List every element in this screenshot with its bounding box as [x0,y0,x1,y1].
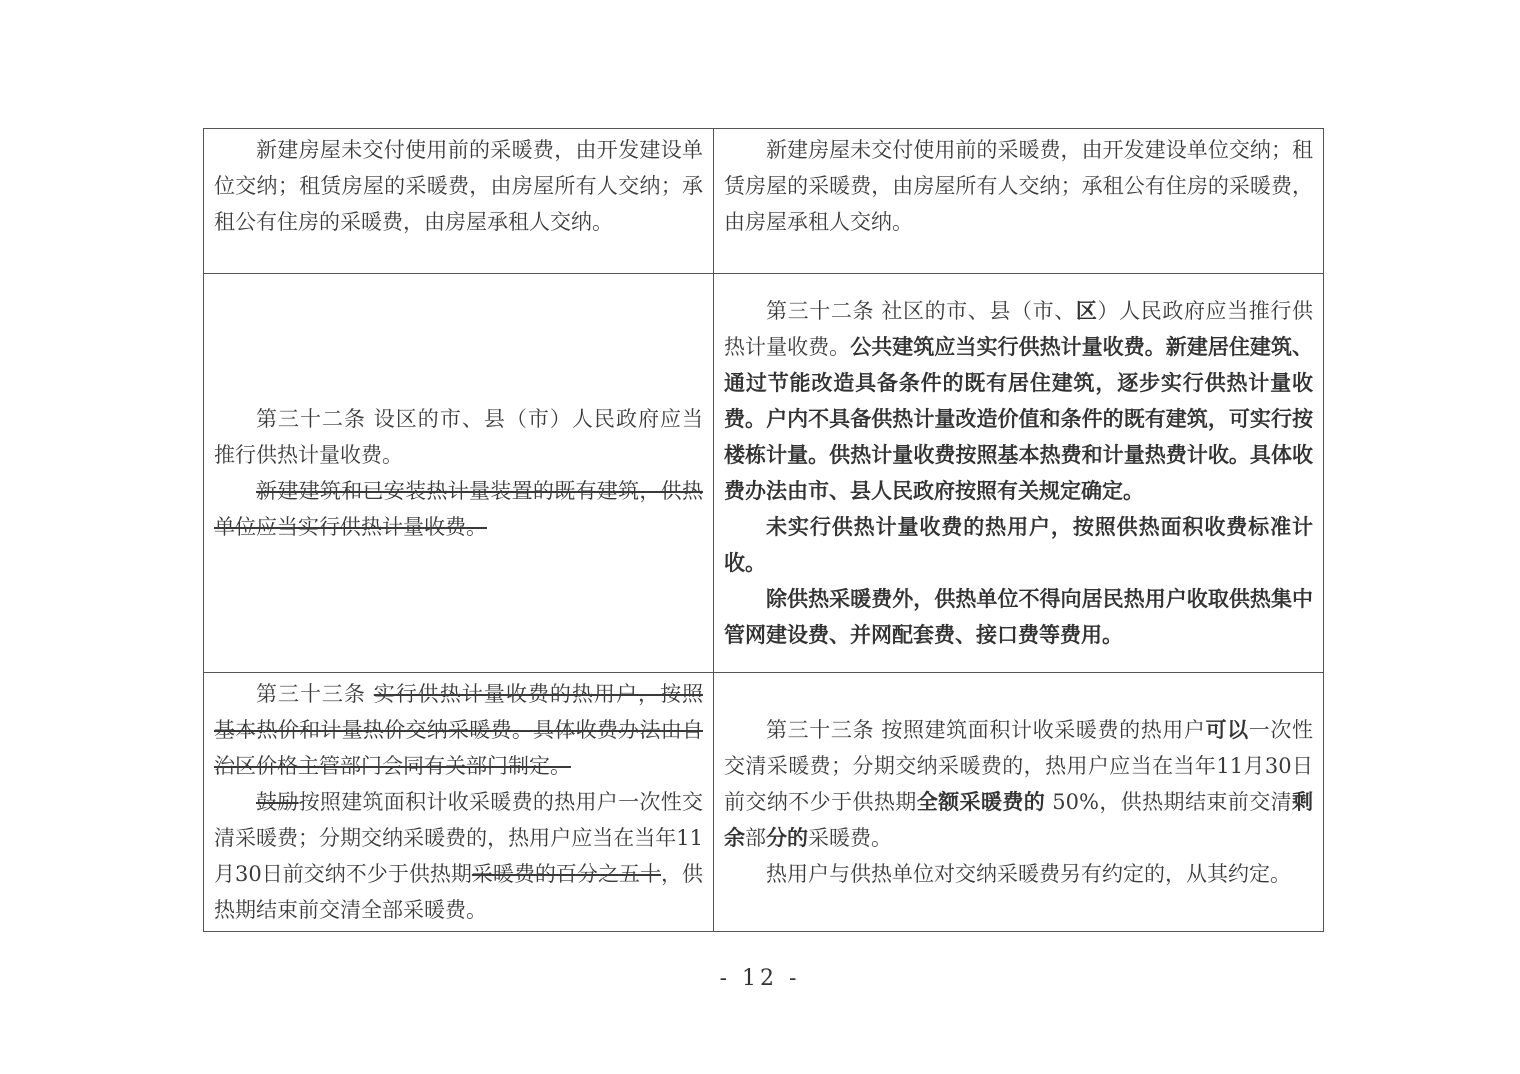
text-run: ）人民政府应当推行供热计量收费。 [724,299,1314,359]
page-number: - 12 - [719,966,801,991]
original-text-cell [204,129,714,274]
text-run: 一次性交清采暖费；分期交纳采暖费的，热用户应当在当年11月30日前交纳不少于供热期 [724,718,1314,814]
article-33-revised [724,712,1313,856]
revised-text-cell [714,129,1324,274]
original-text-cell [204,673,714,932]
revised-text-cell [714,673,1324,932]
article-32-revised [724,293,1313,509]
added-text: 全额采暖费的 [916,789,1046,814]
added-text: 可以 [1205,717,1249,742]
added-paragraph: 未实行供热计量收费的热用户，按照供热面积收费标准计收。 [724,514,1313,575]
paragraph: 新建房屋未交付使用前的采暖费，由开发建设单位交纳；租赁房屋的采暖费，由房屋所有人交纳；承租公有住房的采暖费，由房屋承租人交纳。 [214,138,703,234]
added-paragraph: 除供热采暖费外，供热单位不得向居民热用户收取供热集中管网建设费、并网配套费、接口费等费用。 [724,586,1313,647]
comparison-table [203,128,1324,932]
added-text: 公共建筑应当实行供热计量收费。新建居住建筑、通过节能改造具备条件的既有居住建筑，逐步实行供热计量收费。户内不具备供热计量改造价值和条件的既有建筑，可实行按楼栋计量。供热计量收费按照基本热费和计量热费计收。具体收费办法由市、县人民政府按照有关规定确定。 [724,334,1314,503]
text-run: 第三十二条 社区的市、县（市、 [766,299,1076,323]
text-run: 第三十三条 [256,682,374,706]
table-row [204,274,1324,673]
table-row [204,129,1324,274]
text-run: 采暖费。 [808,826,892,850]
paragraph: 新建房屋未交付使用前的采暖费，由开发建设单位交纳；租赁房屋的采暖费，由房屋所有人交纳；承租公有住房的采暖费，由房屋承租人交纳。 [724,138,1313,234]
deleted-text: 实行供热计量收费的热用户，按照基本热价和计量热价交纳采暖费。具体收费办法由自治区价格主管部门会同有关部门制定。 [214,682,703,778]
text-run: 按照建筑面积计收采暖费的热用户一次性交清采暖费；分期交纳采暖费的，热用户应当在当年11月30日前交纳不少于供热期 [214,790,704,886]
deleted-text: 新建建筑和已安装热计量装置的既有建筑，供热单位应当实行供热计量收费。 [214,479,703,539]
paragraph: 热用户与供热单位对交纳采暖费另有约定的，从其约定。 [766,862,1291,886]
text-run: 50%，供热期结束前交清 [1045,790,1293,814]
table-row [204,673,1324,932]
added-text: 区 [1075,298,1098,323]
text-run: ，供热期结束前交清全部采暖费。 [214,862,703,922]
revised-text-cell [714,274,1324,673]
paragraph [214,784,703,928]
article-32-original: 第三十二条 设区的市、县（市）人民政府应当推行供热计量收费。 [214,407,703,467]
added-text: 分的 [766,825,808,850]
deleted-text: 鼓励 [256,790,299,814]
text-run: 部 [745,826,766,850]
deleted-text: 采暖费的百分之五十 [471,862,661,886]
article-33-original [214,676,703,784]
original-text-cell [204,274,714,673]
text-run: 第三十三条 按照建筑面积计收采暖费的热用户 [766,718,1206,742]
added-text: 剩余 [724,789,1314,850]
